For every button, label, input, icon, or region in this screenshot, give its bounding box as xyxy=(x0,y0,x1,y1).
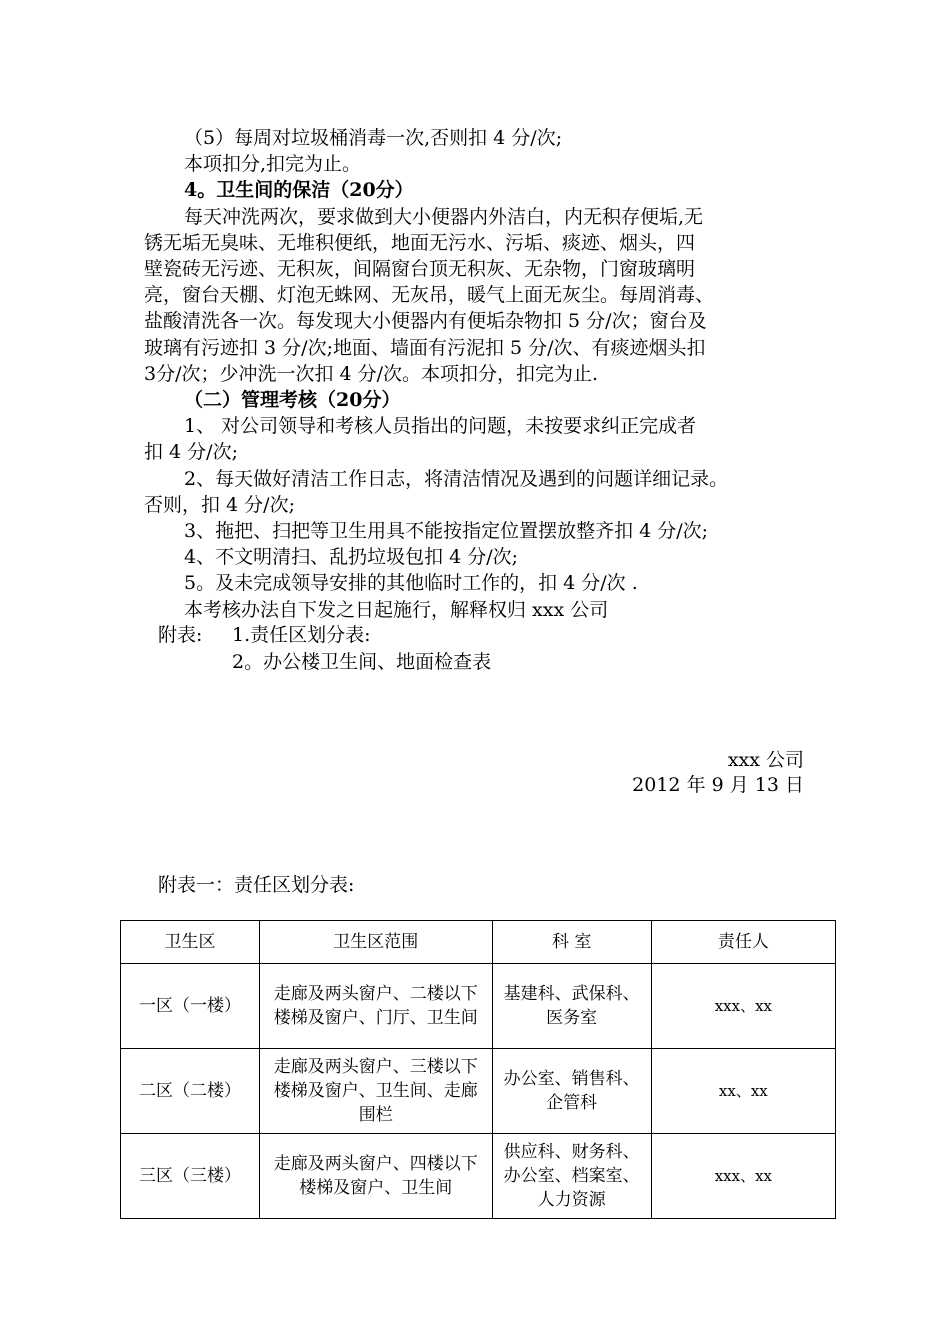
cell-scope: 走廊及两头窗户、三楼以下楼梯及窗户、卫生间、走廊围栏 xyxy=(259,1049,492,1134)
table-header-row xyxy=(121,921,836,964)
body-line: 壁瓷砖无污迹、无积灰，间隔窗台顶无积灰、无杂物，门窗玻璃明 xyxy=(144,258,696,280)
body-line: 亮，窗台天棚、灯泡无蛛网、无灰吊，暖气上面无灰尘。每周消毒、 xyxy=(144,284,715,306)
appendix-item-1: 1.责任区划分表: xyxy=(232,624,371,646)
body-line: 3分/次；少冲洗一次扣 4 分/次。本项扣分，扣完为止. xyxy=(144,363,599,385)
appendix-label: 附表: xyxy=(158,624,203,646)
cell-person: xxx、xx xyxy=(651,1134,835,1219)
cell-dept: 供应科、财务科、办公室、档案室、人力资源 xyxy=(492,1134,651,1219)
header-scope: 卫生区范围 xyxy=(259,921,492,964)
cell-dept: 办公室、销售科、企管科 xyxy=(492,1049,651,1134)
body-line: 5。及未完成领导安排的其他临时工作的，扣 4 分/次 . xyxy=(184,572,638,594)
signature-company: xxx 公司 xyxy=(727,749,804,771)
cell-dept: 基建科、武保科、医务室 xyxy=(492,964,651,1049)
table-row xyxy=(121,1134,836,1219)
signature-date: 2012 年 9 月 13 日 xyxy=(632,774,804,796)
cell-zone: 三区（三楼） xyxy=(121,1134,260,1219)
body-line: 盐酸清洗各一次。每发现大小便器内有便垢杂物扣 5 分/次；窗台及 xyxy=(144,310,707,332)
cell-zone: 一区（一楼） xyxy=(121,964,260,1049)
body-line: 2、每天做好清洁工作日志，将清洁情况及遇到的问题详细记录。 xyxy=(184,468,729,490)
body-line: 3、拖把、扫把等卫生用具不能按指定位置摆放整齐扣 4 分/次; xyxy=(184,520,709,542)
body-line: 否则，扣 4 分/次; xyxy=(144,494,295,516)
header-person: 责任人 xyxy=(651,921,835,964)
cell-person: xxx、xx xyxy=(651,964,835,1049)
body-line: 玻璃有污迹扣 3 分/次;地面、墙面有污泥扣 5 分/次、有痰迹烟头扣 xyxy=(144,337,706,359)
table-row xyxy=(121,1049,836,1134)
header-zone: 卫生区 xyxy=(121,921,260,964)
body-line: 1、 对公司领导和考核人员指出的问题，未按要求纠正完成者 xyxy=(184,415,697,437)
body-line: 本项扣分,扣完为止。 xyxy=(184,153,362,175)
body-line: （5）每周对垃圾桶消毒一次,否则扣 4 分/次; xyxy=(184,127,563,149)
appendix-item-2: 2。办公楼卫生间、地面检查表 xyxy=(232,651,492,673)
cell-person: xx、xx xyxy=(651,1049,835,1134)
responsibility-table xyxy=(120,920,836,1219)
body-line: 4。卫生间的保洁（20分） xyxy=(184,179,414,201)
body-line: （二）管理考核（20分） xyxy=(184,389,401,411)
header-dept: 科 室 xyxy=(492,921,651,964)
body-line: 每天冲洗两次，要求做到大小便器内外洁白，内无积存便垢,无 xyxy=(184,206,704,228)
cell-scope: 走廊及两头窗户、四楼以下楼梯及窗户、卫生间 xyxy=(259,1134,492,1219)
cell-scope: 走廊及两头窗户、二楼以下楼梯及窗户、门厅、卫生间 xyxy=(259,964,492,1049)
table-row xyxy=(121,964,836,1049)
body-line: 锈无垢无臭味、无堆积便纸，地面无污水、污垢、痰迹、烟头，四 xyxy=(144,232,696,254)
body-line: 扣 4 分/次; xyxy=(144,441,238,463)
body-line: 本考核办法自下发之日起施行，解释权归 xxx 公司 xyxy=(184,599,609,621)
cell-zone: 二区（二楼） xyxy=(121,1049,260,1134)
body-line: 4、不文明清扫、乱扔垃圾包扣 4 分/次; xyxy=(184,546,519,568)
table-title: 附表一：责任区划分表: xyxy=(158,874,355,896)
